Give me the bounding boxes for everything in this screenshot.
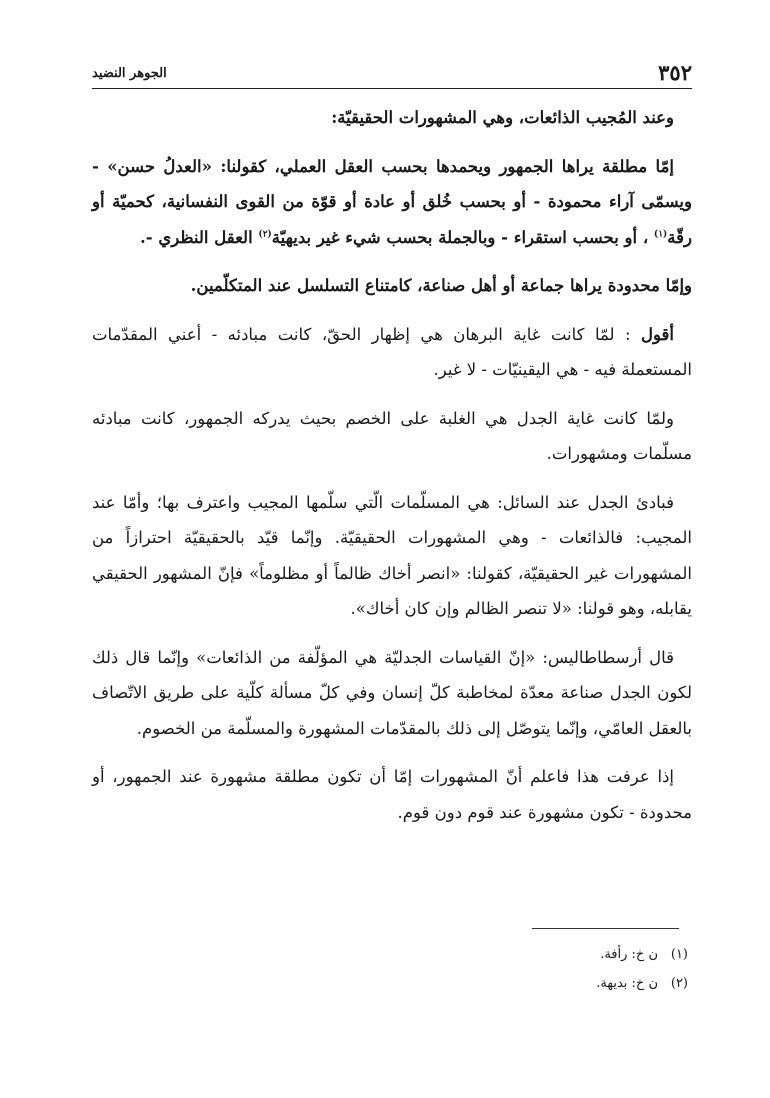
aqul-heading: أقول <box>641 324 674 344</box>
sharh-paragraph: أقول : لمّا كانت غاية البرهان هي إظهار الحقّ، كانت مبادئه - أعني المقدّمات المستعملة فيه - هي اليقينيّات - لا غير. <box>92 324 692 379</box>
matn-paragraph: وإمّا محدودة يراها جماعة أو أهل صناعة، كامتناع التسلسل عند المتكلّمين. <box>190 276 692 295</box>
matn-paragraph: إمّا مطلقة يراها الجمهور ويحمدها بحسب العقل العملي، كقولنا: «العدلُ حسن» - ويسمّى آراء محمودة - أو بحسب خُلق أو عادة أو قوّة من القوى النفسانية، كحميّة أو رقّة$^{(١)}$ ، أو بحسب استقراء - وبالجملة بحسب شيء غير بديهيّة$^{(٢)}$ العقل النظري -. <box>92 156 692 247</box>
footnote-number: (٢) <box>670 976 688 991</box>
footnote-item <box>288 969 688 998</box>
page-number: ٣٥٢ <box>658 60 692 85</box>
sharh-paragraph: قال أرسطاطاليس: «إنّ القياسات الجدليّة هي المؤلّفة من الذائعات» وإنّما قال ذلك لكون الجدل صناعة معدّة لمخاطبة كلّ إنسان وفي كلّ مسألة كلّية على طريق الاتّصاف بالعقل العامّي، وإنّما يتوصّل إلى ذلك بالمقدّمات المشهورة والمسلّمة من الخصوم. <box>92 647 692 738</box>
footnote-item <box>288 940 688 969</box>
main-text <box>92 100 692 843</box>
footnotes <box>288 940 688 998</box>
sharh-paragraph: إذا عرفت هذا فاعلم أنّ المشهورات إمّا أن تكون مطلقة مشهورة عند الجمهور، أو محدودة - تكون مشهورة عند قوم دون قوم. <box>92 767 692 822</box>
matn-paragraph: وعند المُجيب الذائعات، وهي المشهورات الحقيقيّة: <box>331 108 674 127</box>
footnote-marker[interactable]: (٢) <box>258 229 272 239</box>
footnote-number: (١) <box>670 947 688 962</box>
sharh-paragraph: فبادئ الجدل عند السائل: هي المسلّمات الّتي سلّمها المجيب واعترف بها؛ وأمّا عند المجيب: فالذائعات - وهي المشهورات الحقيقيّة. وإنّما قيّد بالحقيقيّة احترازاً من المشهورات غير الحقيقيّة، كقولنا: «انصر أخاك ظالماً أو مظلوماً» فإنّ المشهور الحقيقي يقابله، وهو قولنا: «لا تنصر الظالم وإن كان أخاك». <box>92 492 692 618</box>
footnote-marker[interactable]: (١) <box>653 229 668 239</box>
page-header <box>92 58 692 89</box>
running-title: الجوهر النضيد <box>92 66 167 81</box>
footnote-text: ن خ: رأفة. <box>600 947 658 962</box>
footnote-text: ن خ: بديهة. <box>596 976 658 991</box>
sharh-paragraph: ولمّا كانت غاية الجدل هي الغلبة على الخصم بحيث يدركه الجمهور، كانت مبادئه مسلّمات ومشهورات. <box>92 408 692 463</box>
footnote-divider <box>532 928 679 929</box>
